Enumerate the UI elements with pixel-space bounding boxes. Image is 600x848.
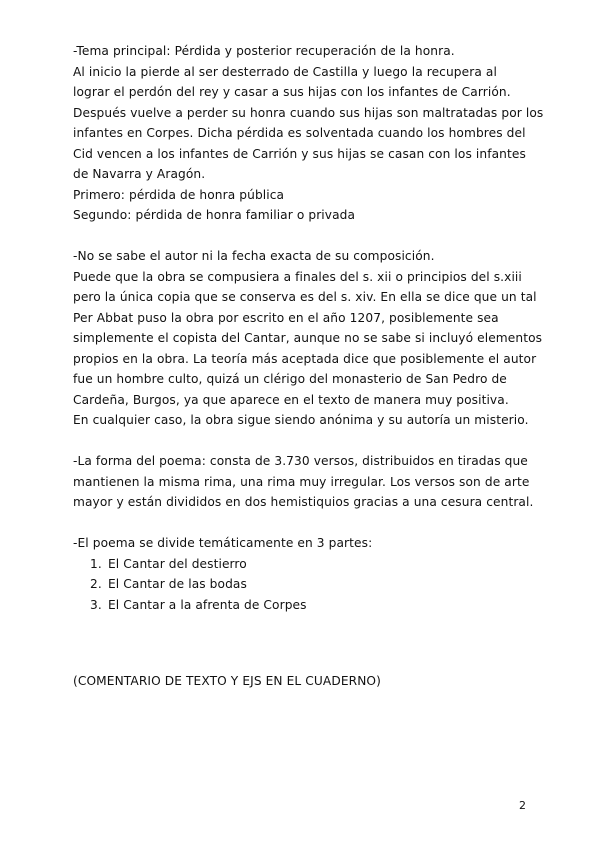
text-line: Cid vencen a los infantes de Carrión y sus hijas se casan con los infantes — [73, 146, 526, 161]
text-line: En cualquier caso, la obra sigue siendo anónima y su autoría un misterio. — [73, 413, 529, 427]
list-item — [73, 595, 543, 616]
text-line: -No se sabe el autor ni la fecha exacta de su composición. — [73, 249, 435, 263]
list-item-text: El Cantar a la afrenta de Corpes — [108, 597, 307, 612]
text-line: Después vuelve a perder su honra cuando sus hijas son maltratadas por los — [73, 105, 544, 120]
text-line: propios en la obra. La teoría más aceptada dice que posiblemente el autor — [73, 351, 537, 366]
list-intro: -El poema se divide temáticamente en 3 partes: — [73, 536, 373, 550]
section-partes — [73, 533, 543, 615]
section-autor — [73, 246, 543, 431]
text-line: fue un hombre culto, quizá un clérigo del monasterio de San Pedro de — [73, 372, 507, 386]
text-line: -La forma del poema: consta de 3.730 versos, distribuidos en tiradas que — [73, 454, 528, 468]
text-line: pero la única copia que se conserva es del s. xiv. En ella se dice que un tal — [73, 290, 537, 304]
footer-note: (COMENTARIO DE TEXTO Y EJS EN EL CUADERNO) — [73, 674, 381, 688]
text-line: Primero: pérdida de honra pública — [73, 187, 285, 202]
text-line: lograr el perdón del rey y casar a sus hijas con los infantes de Carrión. — [73, 85, 511, 99]
paragraph-spacer — [73, 513, 543, 534]
list-item-text: El Cantar de las bodas — [108, 577, 247, 591]
page-number: 2 — [519, 799, 527, 812]
text-line: Cardeña, Burgos, ya que aparece en el texto de manera muy positiva. — [73, 392, 509, 407]
text-line: mantienen la misma rima, una rima muy irregular. Los versos son de arte — [73, 474, 530, 489]
text-line: de Navarra y Aragón. — [73, 167, 206, 181]
text-line: -Tema principal: Pérdida y posterior recuperación de la honra. — [73, 44, 455, 58]
text-line: Puede que la obra se compusiera a finales del s. xii o principios del s.xiii — [73, 269, 522, 284]
list-number: 1. — [90, 556, 102, 571]
list-item-text: El Cantar del destierro — [108, 556, 247, 571]
text-line: simplemente el copista del Cantar, aunque no se sabe si incluyó elementos — [73, 331, 543, 345]
list-item — [73, 554, 543, 575]
text-line: Per Abbat puso la obra por escrito en el año 1207, posiblemente sea — [73, 310, 499, 325]
list-number: 2. — [90, 577, 102, 591]
section-forma-del-poema — [73, 451, 543, 513]
paragraph-spacer — [73, 431, 543, 452]
text-line: Segundo: pérdida de honra familiar o privada — [73, 208, 356, 222]
text-line: Al inicio la pierde al ser desterrado de Castilla y luego la recupera al — [73, 64, 497, 79]
section-tema-principal — [73, 41, 543, 226]
list-number: 3. — [90, 597, 102, 612]
document-body — [73, 41, 543, 615]
list-item — [73, 574, 543, 595]
paragraph-spacer — [73, 226, 543, 247]
text-line: infantes en Corpes. Dicha pérdida es solventada cuando los hombres del — [73, 126, 526, 140]
text-line: mayor y están divididos en dos hemistiquios gracias a una cesura central. — [73, 495, 534, 509]
